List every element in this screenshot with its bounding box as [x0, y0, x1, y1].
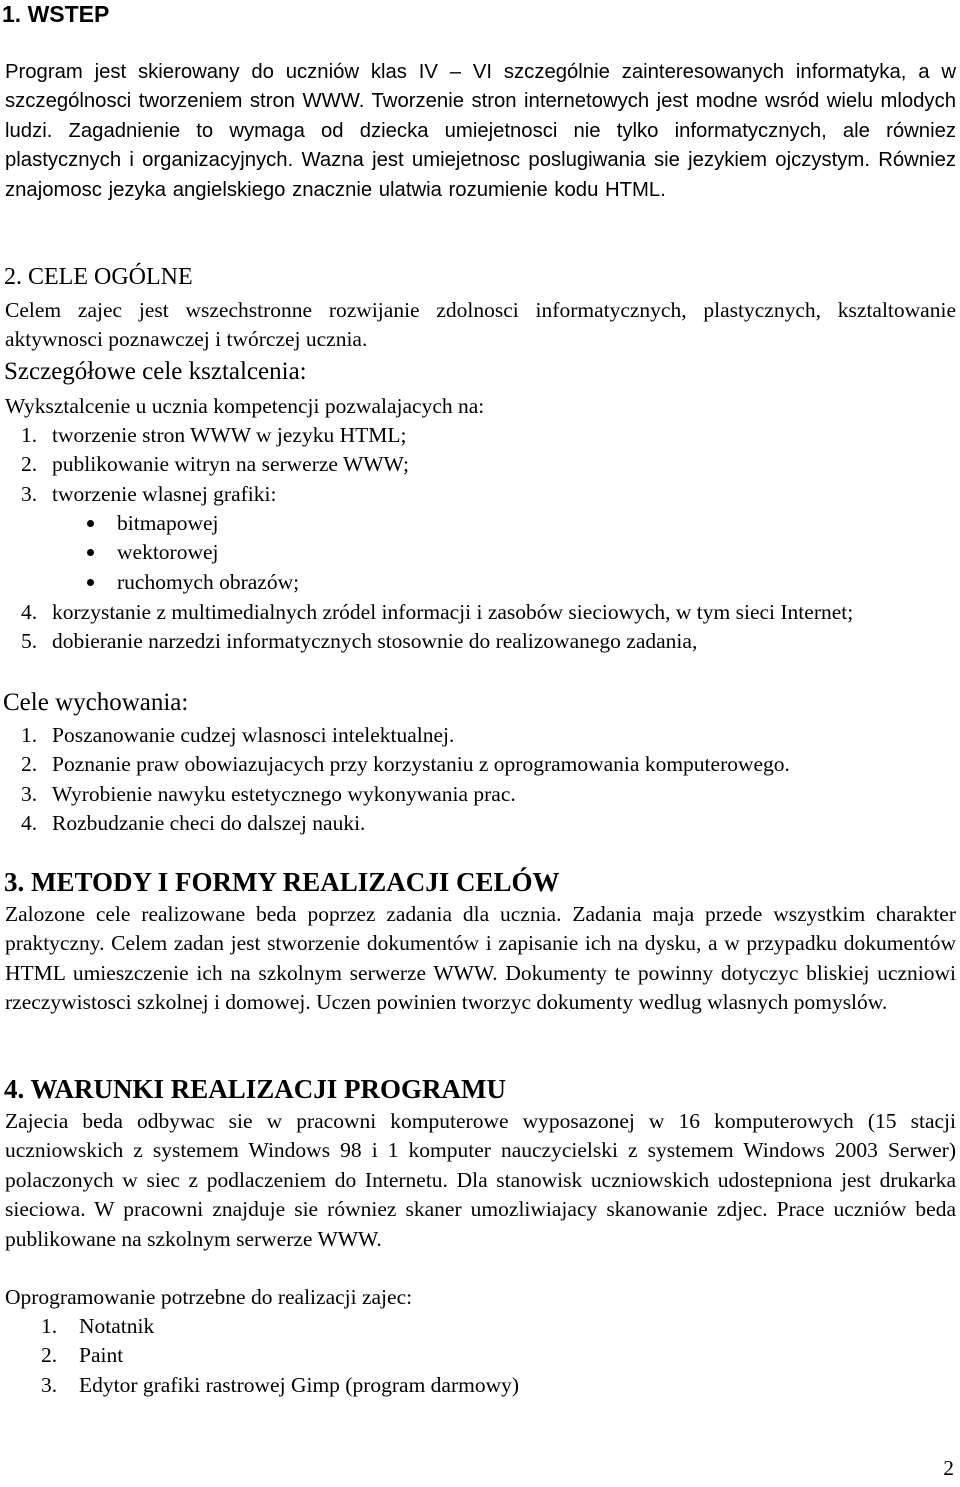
bullet-icon [85, 509, 117, 538]
section-4-paragraph: Zajecia beda odbywac sie w pracowni komputerowe wyposazonej w 16 komputerowych (15 stacji uczniowskich z systemem Windows 98 i 1 komputer nauczycielski z systemem Windows 2003 Serwer) polaczonych w siec z podlaczeniem do Internetu. Dla stanowisk uczniowskich udostepniona jest drukarka sieciowa. W pracowni znajduje sie równiez skaner umozliwiajacy skanowanie zdjec. Prace uczniów beda publikowane na szkolnym serwerze WWW. [5, 1109, 956, 1251]
bullet-text: wektorowej [117, 540, 219, 565]
section-4-heading: 4. WARUNKI REALIZACJI PROGRAMU [4, 1074, 507, 1104]
upbringing-goals-heading: Cele wychowania: [3, 689, 189, 716]
section-1-heading: 1. WSTEP [2, 1, 110, 27]
list-number: 1. [41, 1314, 58, 1338]
list-item [5, 1312, 956, 1341]
list-item [5, 1371, 956, 1400]
list-item [21, 780, 956, 809]
list-number: 2. [21, 452, 38, 477]
list-item [21, 809, 956, 838]
list-item [5, 1341, 956, 1370]
list-text: publikowanie witryn na serwerze WWW; [52, 452, 410, 477]
bullet-text: ruchomych obrazów; [117, 569, 300, 594]
bullet-icon [85, 538, 117, 567]
section-2-paragraph: Celem zajec jest wszechstronne rozwijanie zdolnosci informatycznych, plastycznych, ksztaltowanie aktywnosci poznawczej i twórczej ucznia. [5, 298, 956, 352]
list-text: tworzenie wlasnej grafiki: [52, 481, 277, 506]
page-number: 2 [943, 1456, 954, 1480]
bullet-icon [85, 568, 117, 597]
list-number: 2. [21, 752, 38, 777]
software-list [5, 1312, 956, 1400]
upbringing-goals-list [21, 721, 956, 839]
list-item [21, 598, 956, 627]
software-intro: Oprogramowanie potrzebne do realizacji zajec: [5, 1285, 413, 1309]
graphics-bullet-list [5, 509, 956, 597]
list-number: 2. [41, 1343, 58, 1368]
list-text: Notatnik [79, 1314, 155, 1338]
bullet-text: bitmapowej [117, 511, 219, 535]
list-text: tworzenie stron WWW w jezyku HTML; [52, 423, 407, 447]
list-number: 1. [21, 723, 38, 747]
list-text: Poznanie praw obowiazujacych przy korzystaniu z oprogramowania komputerowego. [52, 752, 790, 777]
section-3-heading: 3. METODY I FORMY REALIZACJI CELÓW [4, 867, 560, 897]
specific-goals-heading: Szczegółowe cele ksztalcenia: [4, 358, 307, 385]
list-item [21, 480, 956, 509]
competences-intro: Wyksztalcenie u ucznia kompetencji pozwalajacych na: [5, 394, 485, 418]
list-text: Rozbudzanie checi do dalszej nauki. [52, 811, 366, 836]
list-number: 3. [41, 1372, 58, 1397]
list-item [21, 750, 956, 779]
list-text: Edytor grafiki rastrowej Gimp (program darmowy) [79, 1372, 520, 1397]
list-text: Paint [79, 1343, 124, 1368]
list-item [21, 450, 956, 479]
list-item [21, 421, 956, 450]
list-number: 4. [21, 811, 38, 836]
list-text: Poszanowanie cudzej wlasnosci intelektualnej. [52, 723, 455, 747]
list-number: 3. [21, 781, 38, 806]
list-number: 3. [21, 481, 38, 506]
competences-list-continued [21, 598, 956, 657]
list-number: 5. [21, 629, 38, 654]
list-number: 4. [21, 600, 38, 624]
list-text: dobieranie narzedzi informatycznych stosownie do realizowanego zadania, [52, 629, 698, 654]
competences-list [21, 421, 956, 509]
list-number: 1. [21, 423, 38, 447]
bullet-item [85, 538, 956, 567]
section-2-heading: 2. CELE OGÓLNE [4, 264, 193, 290]
list-item [21, 721, 956, 750]
section-3-paragraph: Zalozone cele realizowane beda poprzez zadania dla ucznia. Zadania maja przede wszystkim charakter praktyczny. Celem zadan jest stworzenie dokumentów i zapisanie ich na dysku, a w przypadku dokumentów HTML umieszczenie ich na szkolnym serwerze WWW. Dokumenty te powinny dotyczyc bliskiej uczniowi rzeczywistosci szkolnej i domowej. Uczen powinien tworzyc dokumenty wedlug wlasnych pomyslów. [5, 902, 956, 1015]
bullet-item [85, 509, 956, 538]
list-text: korzystanie z multimedialnych zródel informacji i zasobów sieciowych, w tym sieci Internet; [52, 600, 854, 624]
list-text: Wyrobienie nawyku estetycznego wykonywania prac. [52, 781, 516, 806]
section-1-paragraph: Program jest skierowany do uczniów klas IV – VI szczególnie zainteresowanych informatyka, a w szczególnosci tworzeniem stron WWW. Tworzenie stron internetowych jest modne wsród wielu mlodych ludzi. Zagadnienie to wymaga od dziecka umiejetnosci nie tylko informatycznych, ale równiez plastycznych i organizacyjnych. Wazna jest umiejetnosc poslugiwania sie jezykiem ojczystym. Równiez znajomosc jezyka angielskiego znacznie ulatwia rozumienie kodu HTML. [5, 61, 956, 201]
bullet-item [85, 568, 956, 597]
list-item [21, 627, 956, 656]
